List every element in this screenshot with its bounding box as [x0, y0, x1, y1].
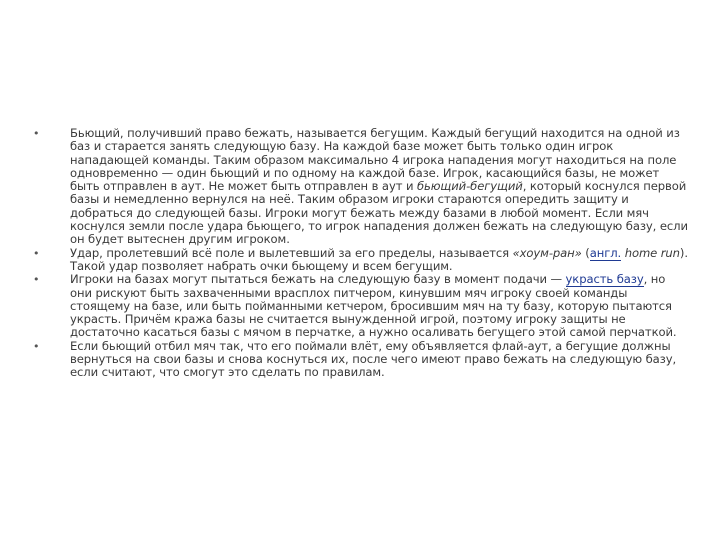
text-segment: , который коснулся первой базы и немедленно вернулся на неё. Таким образом игроки стараются опередить защиту и добраться до следующей базы. Игроки могут бежать между базами в любой момент. Если мяч коснулся земли после удара бьющего, то игрок нападения должен бежать на следующую базу, если он будет вытеснен другим игроком. — [70, 179, 688, 247]
text-segment: Бьющий, получивший право бежать, называется бегущим. Каждый бегущий находится на одной из баз и старается занять следующую базу. На каждой базе может быть только один игрок нападающей команды. Таким образом максимально 4 игрока нападения могут находиться на поле одновременно — один бьющий и по одному на каждой базе. Игрок, касающийся базы, не может быть отправлен в аут. Не может быть отправлен в аут и — [70, 126, 680, 194]
bullet-list — [30, 127, 690, 380]
text-segment: Если бьющий отбил мяч так, что его поймали влёт, ему объявляется флай-аут, а бегущие должны вернуться на свои базы и снова коснуться их, после чего имеют право бежать на следующую базу, если считают, что смогут это сделать по правилам. — [70, 338, 677, 380]
italic-term: home run — [624, 245, 680, 260]
english-link[interactable]: англ. — [589, 245, 622, 260]
text-segment: ). Такой удар позволяет набрать очки бьющему и всем бегущим. — [70, 245, 688, 273]
text-segment: Удар, пролетевший всё поле и вылетевший за его пределы, называется — [70, 245, 513, 260]
steal-base-link[interactable]: украсть базу — [565, 272, 644, 287]
italic-term: бьющий-бегущий — [416, 179, 523, 194]
list-item-home-run — [30, 247, 690, 274]
text-segment: ( — [581, 245, 590, 260]
italic-term: «хоум-ран» — [512, 245, 582, 260]
bullet-dot-icon: • — [33, 273, 40, 287]
list-item-steal-base — [30, 273, 690, 339]
list-item-runner — [30, 127, 690, 247]
bullet-dot-icon: • — [33, 127, 40, 140]
bullet-dot-icon: • — [33, 339, 40, 353]
text-segment: , но они рискуют быть захваченными врасплох питчером, кинувшим мяч игроку своей команды стоящему на базе, или быть пойманными кетчером, бросившим мяч на ту базу, которую пытаются украсть. Причём кража базы не считается вынужденной игрой, поэтому игроку защиты не достаточно касаться базы с мячом в перчатке, а нужно осаливать бегущего этой самой перчаткой. — [70, 272, 677, 340]
bullet-dot-icon: • — [33, 246, 40, 260]
list-item-fly-out — [30, 340, 690, 380]
text-segment: Игроки на базах могут пытаться бежать на следующую базу в момент подачи — — [70, 272, 566, 287]
